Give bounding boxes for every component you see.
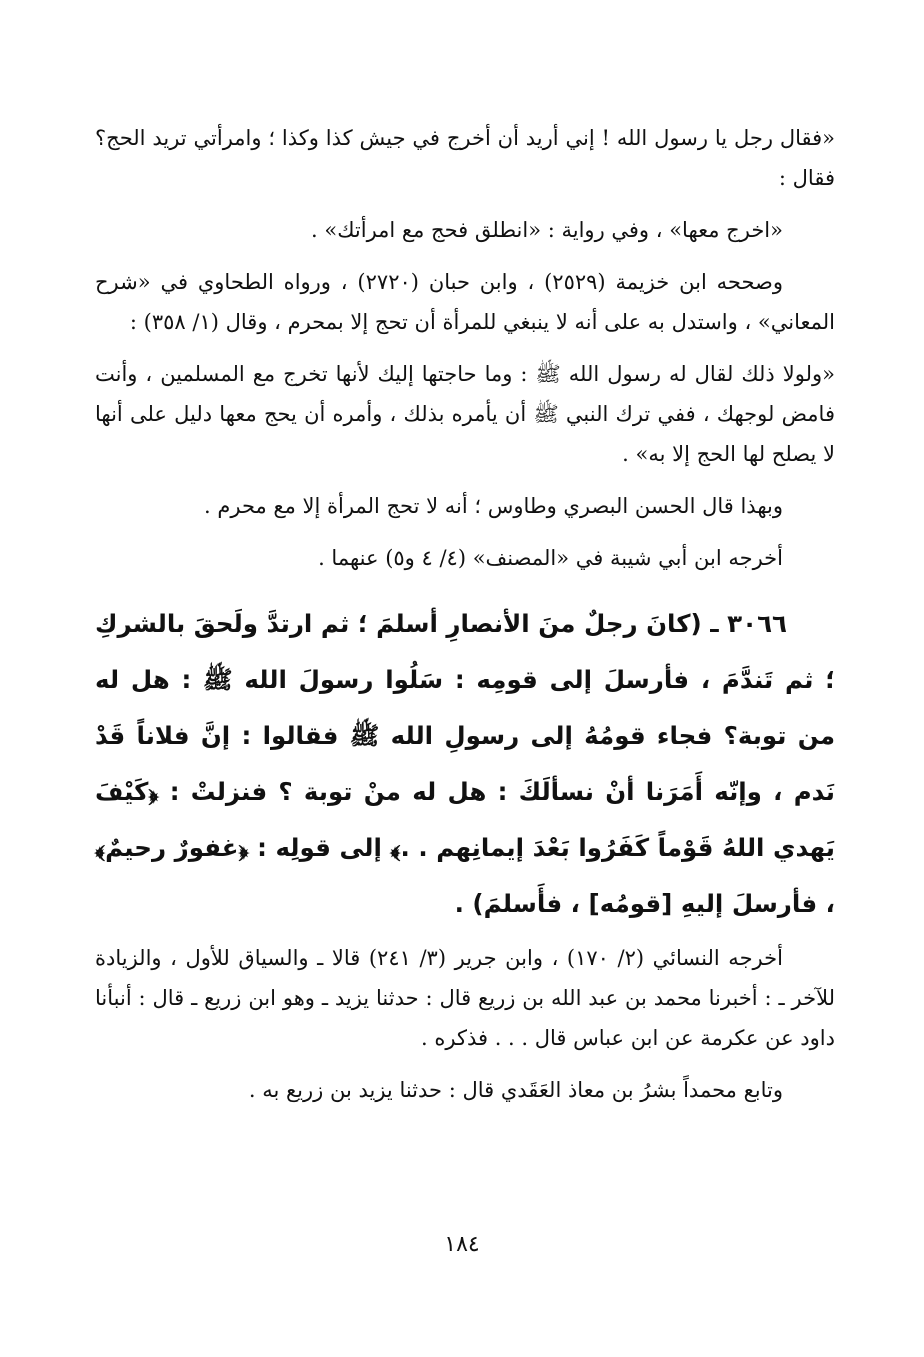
hadith-entry: ٣٠٦٦ ـ (كانَ رجلٌ منَ الأنصارِ أسلمَ ؛ ثم ارتدَّ ولَحقَ بالشركِ ؛ ثم تَندَّمَ ، فأرسلَ إلى قومِه : سَلُوا رسولَ الله ﷺ : هل له من توبة؟ فجاء قومُهُ إلى رسولِ الله ﷺ فقالوا : إنَّ فلاناً قَدْ نَدم ، وإنّه أَمَرَنا أنْ نسألَكَ : هل له منْ توبة ؟ فنزلتْ : ﴿كَيْفَ يَهدي اللهُ قَوْماً كَفَرُوا بَعْدَ إيمانِهم . .﴾ إلى قولِه : ﴿غفورٌ رحيمٌ﴾ ، فأرسلَ إليهِ [قومُه] ، فأَسلمَ) . bbox=[95, 609, 835, 918]
text-paragraph: «اخرج معها» ، وفي رواية : «انطلق فحج مع امرأتك» . bbox=[311, 218, 783, 242]
source-note: أخرجه النسائي (٢/ ١٧٠) ، وابن جرير (٣/ ٢٤١) قالا ـ والسياق للأول ، والزيادة للآخر ـ : أخبرنا محمد بن عبد الله بن زريع قال : حدثنا يزيد ـ وهو ابن زريع ـ قال : أنبأنا داود عن عكرمة عن ابن عباس قال . . . فذكره . bbox=[95, 946, 835, 1050]
page-body bbox=[95, 118, 835, 1122]
text-paragraph: «فقال رجل يا رسول الله ! إني أريد أن أخرج في جيش كذا وكذا ؛ وامرأتي تريد الحج؟ فقال : bbox=[95, 126, 835, 190]
page-number: ١٨٤ bbox=[444, 1232, 480, 1257]
text-paragraph: «ولولا ذلك لقال له رسول الله ﷺ : وما حاجتها إليك لأنها تخرج مع المسلمين ، وأنت فامض لوجهك ، ففي ترك النبي ﷺ أن يأمره بذلك ، وأمره أن يحج معها دليل على أنها لا يصلح لها الحج إلا به» . bbox=[95, 362, 835, 466]
text-paragraph: أخرجه ابن أبي شيبة في «المصنف» (٤/ ٤ و٥) عنهما . bbox=[318, 546, 783, 570]
text-paragraph: وبهذا قال الحسن البصري وطاوس ؛ أنه لا تحج المرأة إلا مع محرم . bbox=[204, 494, 783, 518]
source-note: وتابع محمداً بشرُ بن معاذ العَقَدي قال : حدثنا يزيد بن زريع به . bbox=[248, 1078, 783, 1102]
text-paragraph: وصححه ابن خزيمة (٢٥٢٩) ، وابن حبان (٢٧٢٠) ، ورواه الطحاوي في «شرح المعاني» ، واستدل به على أنه لا ينبغي للمرأة أن تحج إلا بمحرم ، وقال (١/ ٣٥٨) : bbox=[95, 270, 835, 334]
